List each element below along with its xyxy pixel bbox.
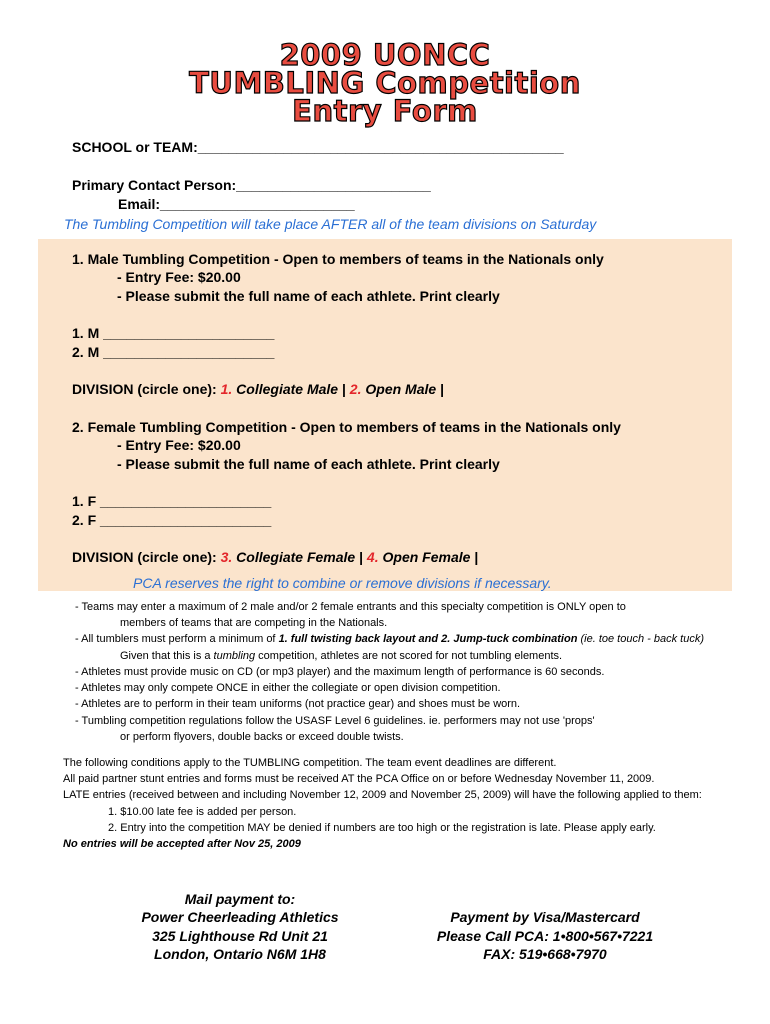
male-option-2[interactable]: Open Male (361, 381, 441, 397)
payment-heading: Payment by Visa/Mastercard (450, 909, 640, 925)
condition-5: 2. Entry into the competition MAY be denied if numbers are too high or the registration is late. Please apply early. (108, 822, 656, 834)
rule-2a-bold: 1. full twisting back layout and 2. Jump-tuck combination (278, 633, 578, 645)
payment-fax: FAX: 519•668•7970 (483, 946, 607, 962)
male-entry-2[interactable]: 2. M ______________________ (72, 344, 275, 360)
rule-2a-post: (ie. toe touch - back tuck) (577, 633, 704, 645)
male-option-1[interactable]: Collegiate Male (232, 381, 342, 397)
female-fee: - Entry Fee: $20.00 (117, 437, 241, 453)
male-instructions: - Please submit the full name of each athlete. Print clearly (117, 288, 500, 304)
female-separator-2: | (474, 549, 479, 565)
rule-2b (120, 650, 562, 662)
schedule-notice: The Tumbling Competition will take place AFTER all of the team divisions on Saturday (64, 216, 597, 232)
rule-2b-post: competition, athletes are not scored for not tumbling elements. (255, 650, 563, 662)
male-heading: 1. Male Tumbling Competition - Open to members of teams in the Nationals only (72, 251, 604, 267)
male-division-label: DIVISION (circle one): (72, 381, 221, 397)
email-field[interactable]: Email:_________________________ (118, 196, 355, 212)
rule-6b: or perform flyovers, double backs or exceed double twists. (120, 731, 404, 743)
female-division-label: DIVISION (circle one): (72, 549, 221, 565)
male-fee: - Entry Fee: $20.00 (117, 269, 241, 285)
rule-1a: - Teams may enter a maximum of 2 male and/or 2 female entrants and this specialty competition is ONLY open to (75, 601, 626, 613)
rule-2b-italic: tumbling (213, 650, 256, 662)
school-team-field[interactable]: SCHOOL or TEAM:_______________________________________________ (72, 139, 564, 155)
male-option-1-number[interactable]: 1. (220, 381, 233, 397)
rule-5: - Athletes are to perform in their team uniforms (not practice gear) and shoes must be worn. (75, 698, 521, 710)
mail-company: Power Cheerleading Athletics (141, 909, 339, 925)
female-separator-1: | (359, 549, 367, 565)
male-entry-1[interactable]: 1. M ______________________ (72, 325, 275, 341)
male-separator-1: | (341, 381, 350, 397)
condition-3: LATE entries (received between and including November 12, 2009 and November 25, 2009) will have the following applied to them: (63, 789, 702, 801)
mail-heading: Mail payment to: (184, 891, 296, 907)
female-instructions: - Please submit the full name of each athlete. Print clearly (117, 456, 500, 472)
rule-6a: - Tumbling competition regulations follow the USASF Level 6 guidelines. ie. performers may not use 'props' (75, 715, 595, 727)
female-division (72, 549, 478, 565)
deadline-notice: No entries will be accepted after Nov 25, 2009 (63, 838, 301, 850)
female-option-3[interactable]: Collegiate Female (232, 549, 360, 565)
female-entry-2[interactable]: 2. F ______________________ (72, 512, 272, 528)
title-line-3: Entry Form (292, 94, 478, 128)
female-option-3-number[interactable]: 3. (220, 549, 233, 565)
female-entry-1[interactable]: 1. F ______________________ (72, 493, 272, 509)
female-option-4[interactable]: Open Female (378, 549, 475, 565)
male-option-2-number[interactable]: 2. (349, 381, 362, 397)
rule-2b-pre: Given that this is a (120, 650, 214, 662)
male-separator-2: | (440, 381, 444, 397)
condition-4: 1. $10.00 late fee is added per person. (108, 806, 297, 818)
condition-1: The following conditions apply to the TUMBLING competition. The team event deadlines are different. (63, 757, 557, 769)
mail-street: 325 Lighthouse Rd Unit 21 (152, 928, 328, 944)
male-division (72, 381, 444, 397)
title-line-1: 2009 UONCC (279, 38, 491, 72)
rule-2a-pre: - All tumblers must perform a minimum of (75, 633, 279, 645)
primary-contact-field[interactable]: Primary Contact Person:_________________________ (72, 177, 431, 193)
pca-notice: PCA reserves the right to combine or remove divisions if necessary. (133, 575, 552, 591)
condition-2: All paid partner stunt entries and forms must be received AT the PCA Office on or before Wednesday November 11, 2009. (63, 773, 655, 785)
payment-phone[interactable]: Please Call PCA: 1•800•567•7221 (436, 928, 654, 944)
mail-city: London, Ontario N6M 1H8 (154, 946, 326, 962)
rule-2a (75, 633, 704, 645)
rule-1b: members of teams that are competing in the Nationals. (120, 617, 388, 629)
rule-3: - Athletes must provide music on CD (or mp3 player) and the maximum length of performance is 60 seconds. (75, 666, 605, 678)
female-heading: 2. Female Tumbling Competition - Open to members of teams in the Nationals only (72, 419, 621, 435)
rule-4: - Athletes may only compete ONCE in either the collegiate or open division competition. (75, 682, 501, 694)
female-option-4-number[interactable]: 4. (366, 549, 379, 565)
title-line-2: TUMBLING Competition (189, 66, 581, 100)
